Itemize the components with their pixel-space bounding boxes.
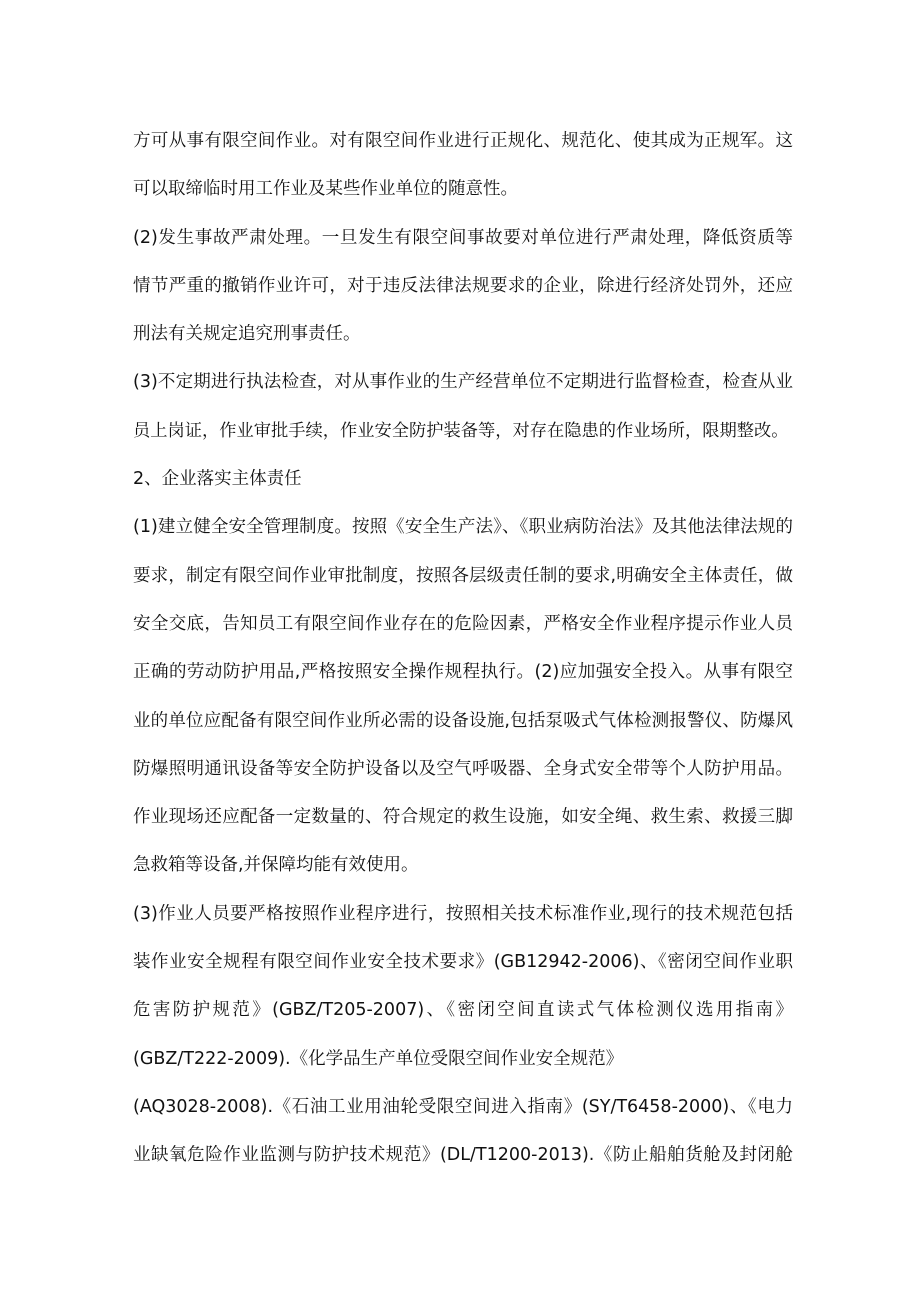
text-line: 要求，制定有限空间作业审批制度，按照各层级责任制的要求,明确安全主体责任，做 bbox=[133, 565, 793, 586]
text-line: 刑法有关规定追究刑事责任。 bbox=[133, 324, 361, 345]
text-line: 业缺氧危险作业监测与防护技术规范》(DL/T1200-2013).《防止船舶货舱及封闭舱 bbox=[133, 1145, 793, 1166]
text-line: 装作业安全规程有限空间作业安全技术要求》(GB12942-2006)、《密闭空间作业职 bbox=[133, 952, 793, 973]
text-line: 正确的劳动防护用品,严格按照安全操作规程执行。(2)应加强安全投入。从事有限空 bbox=[133, 662, 793, 683]
text-line: (AQ3028-2008).《石油工业用油轮受限空间进入指南》(SY/T6458-2000)、《电力 bbox=[133, 1096, 793, 1117]
text-line: 危害防护规范》(GBZ/T205-2007)、《密闭空间直读式气体检测仪选用指南》 bbox=[133, 1000, 793, 1021]
text-line: 情节严重的撤销作业许可，对于违反法律法规要求的企业，除进行经济处罚外，还应 bbox=[133, 275, 793, 296]
text-line: 作业现场还应配备一定数量的、符合规定的救生设施，如安全绳、救生索、救援三脚 bbox=[133, 807, 793, 828]
text-line: (3)不定期进行执法检查，对从事作业的生产经营单位不定期进行监督检查，检查从业 bbox=[133, 372, 793, 393]
text-line: 安全交底，告知员工有限空间作业存在的危险因素，严格安全作业程序提示作业人员 bbox=[133, 613, 793, 634]
text-line: (3)作业人员要严格按照作业程序进行，按照相关技术标准作业,现行的技术规范包括 bbox=[133, 903, 793, 924]
text-line: 业的单位应配备有限空间作业所必需的设备设施,包括泵吸式气体检测报警仪、防爆风 bbox=[133, 710, 793, 731]
text-line: 方可从事有限空间作业。对有限空间作业进行正规化、规范化、使其成为正规军。这 bbox=[133, 131, 793, 151]
text-line: (1)建立健全安全管理制度。按照《安全生产法》、《职业病防治法》及其他法律法规的 bbox=[133, 517, 793, 538]
document-body bbox=[133, 117, 793, 1180]
text-line: (2)发生事故严肃处理。一旦发生有限空间事故要对单位进行严肃处理，降低资质等 bbox=[133, 227, 793, 248]
text-line: 员上岗证，作业审批手续，作业安全防护装备等，对存在隐患的作业场所，限期整改。 bbox=[133, 420, 789, 441]
text-line: (GBZ/T222-2009).《化学品生产单位受限空间作业安全规范》 bbox=[133, 1048, 624, 1069]
text-line: 可以取缔临时用工作业及某些作业单位的随意性。 bbox=[133, 179, 518, 200]
text-line: 急救箱等设备,并保障均能有效使用。 bbox=[133, 855, 419, 876]
text-line: 防爆照明通讯设备等安全防护设备以及空气呼吸器、全身式安全带等个人防护用品。 bbox=[133, 758, 793, 779]
text-line: 2、企业落实主体责任 bbox=[133, 469, 302, 490]
